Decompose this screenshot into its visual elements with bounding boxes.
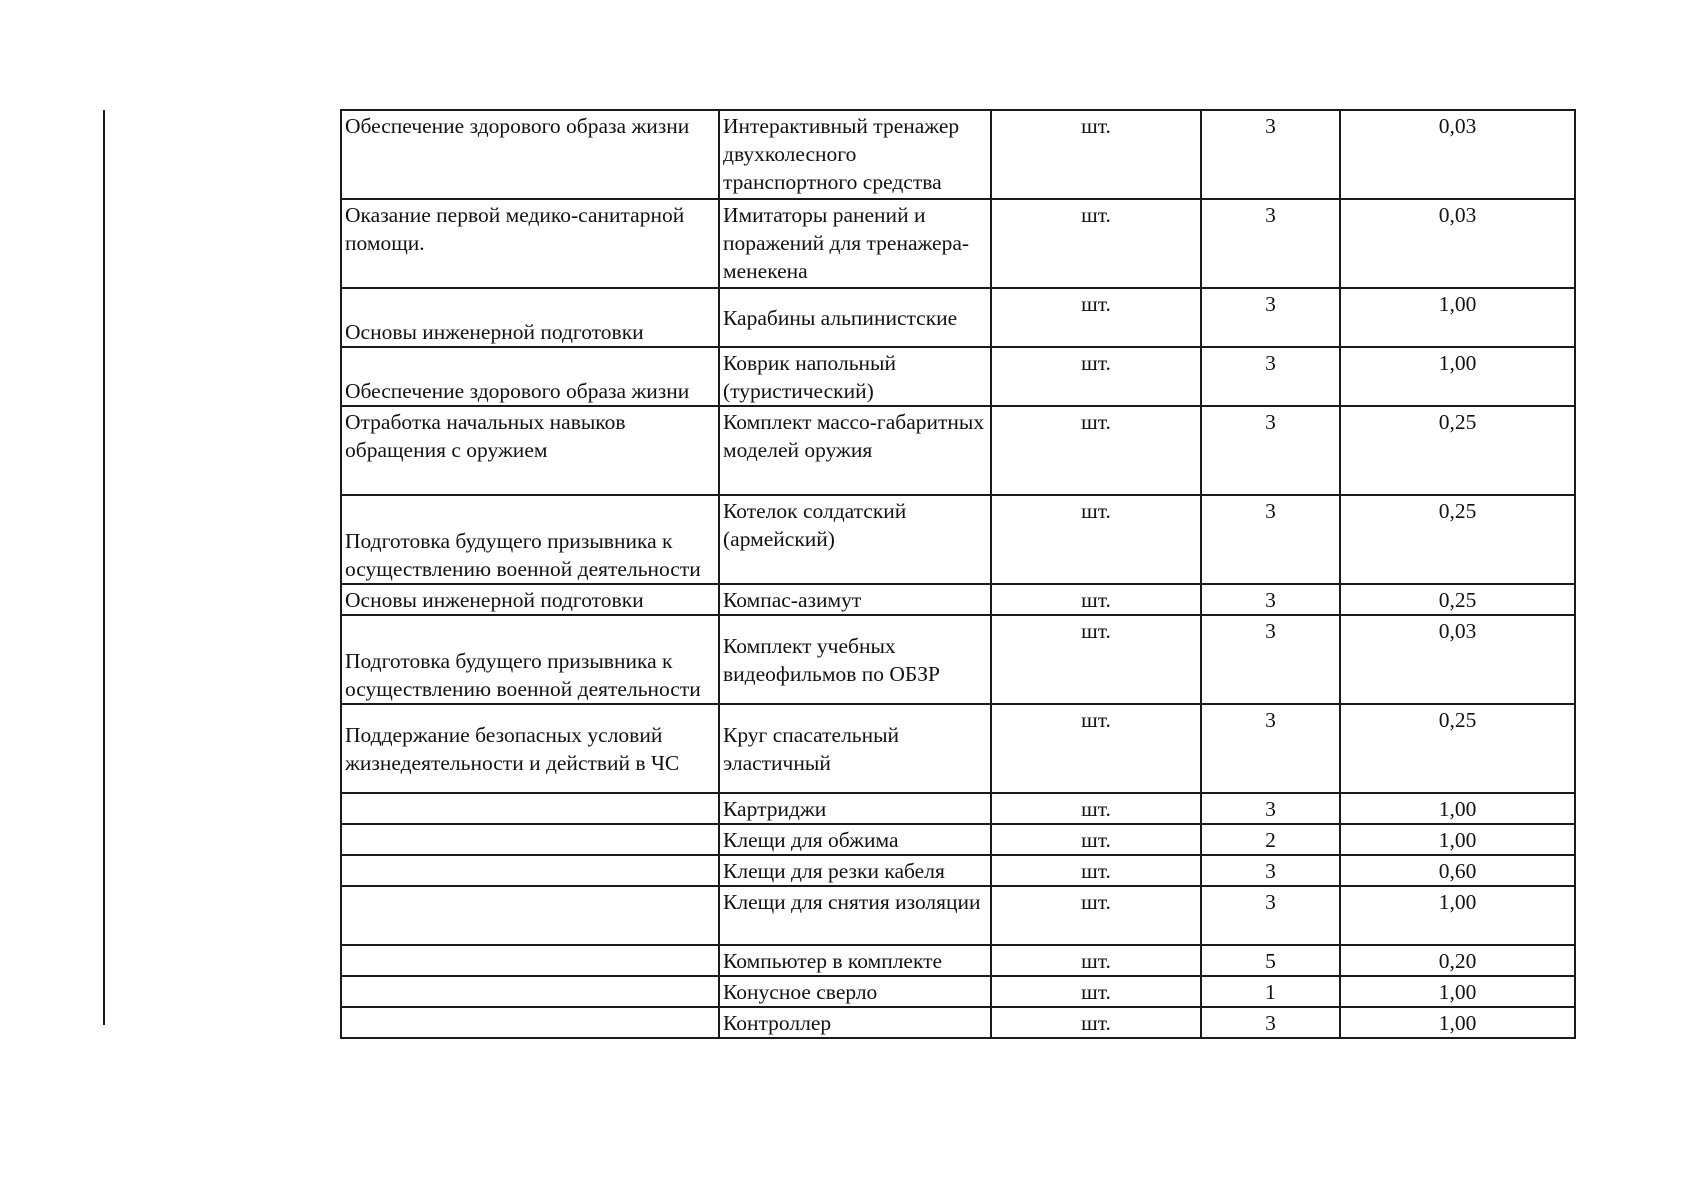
row-quantity-cell: 3 — [1201, 704, 1340, 793]
row-ratio-cell: 0,03 — [1340, 199, 1575, 288]
row-item-name-cell: Комплект учебных видеофильмов по ОБЗР — [719, 615, 991, 704]
table-row — [341, 495, 1575, 584]
row-quantity-cell: 3 — [1201, 110, 1340, 199]
table-row — [341, 584, 1575, 615]
row-area-cell: Поддержание безопасных условий жизнедеятельности и действий в ЧС — [341, 704, 719, 793]
row-unit-cell: шт. — [991, 824, 1201, 855]
row-item-name-cell: Карабины альпинистские — [719, 288, 991, 347]
row-item-name-cell: Конусное сверло — [719, 976, 991, 1007]
row-unit-cell: шт. — [991, 584, 1201, 615]
row-unit-cell: шт. — [991, 793, 1201, 824]
row-ratio-cell: 0,03 — [1340, 110, 1575, 199]
row-unit-cell: шт. — [991, 495, 1201, 584]
row-unit-cell: шт. — [991, 199, 1201, 288]
row-unit-cell: шт. — [991, 406, 1201, 495]
row-area-cell — [341, 855, 719, 886]
row-quantity-cell: 3 — [1201, 199, 1340, 288]
row-ratio-cell: 0,25 — [1340, 495, 1575, 584]
row-ratio-cell: 1,00 — [1340, 824, 1575, 855]
table-row — [341, 704, 1575, 793]
row-ratio-cell: 0,25 — [1340, 704, 1575, 793]
row-quantity-cell: 3 — [1201, 288, 1340, 347]
table-row — [341, 824, 1575, 855]
row-unit-cell: шт. — [991, 347, 1201, 406]
row-quantity-cell: 3 — [1201, 406, 1340, 495]
row-ratio-cell: 0,25 — [1340, 584, 1575, 615]
row-item-name-cell: Круг спасательный эластичный — [719, 704, 991, 793]
row-item-name-cell: Котелок солдатский (армейский) — [719, 495, 991, 584]
row-quantity-cell: 3 — [1201, 584, 1340, 615]
row-item-name-cell: Компас-азимут — [719, 584, 991, 615]
row-item-name-cell: Комплект массо-габаритных моделей оружия — [719, 406, 991, 495]
row-quantity-cell: 3 — [1201, 347, 1340, 406]
row-ratio-cell: 0,60 — [1340, 855, 1575, 886]
table-row — [341, 976, 1575, 1007]
row-item-name-cell: Интерактивный тренажер двухколесного транспортного средства — [719, 110, 991, 199]
row-area-cell: Отработка начальных навыков обращения с оружием — [341, 406, 719, 495]
row-area-cell: Подготовка будущего призывника к осуществлению военной деятельности — [341, 495, 719, 584]
row-item-name-cell: Коврик напольный (туристический) — [719, 347, 991, 406]
row-quantity-cell: 3 — [1201, 793, 1340, 824]
row-unit-cell: шт. — [991, 615, 1201, 704]
row-item-name-cell: Клещи для обжима — [719, 824, 991, 855]
row-area-cell — [341, 945, 719, 976]
row-unit-cell: шт. — [991, 704, 1201, 793]
row-quantity-cell: 5 — [1201, 945, 1340, 976]
row-area-cell — [341, 793, 719, 824]
row-item-name-cell: Контроллер — [719, 1007, 991, 1038]
table-row — [341, 1007, 1575, 1038]
row-quantity-cell: 1 — [1201, 976, 1340, 1007]
table-row — [341, 288, 1575, 347]
row-area-cell — [341, 824, 719, 855]
row-item-name-cell: Компьютер в комплекте — [719, 945, 991, 976]
table-row — [341, 406, 1575, 495]
row-area-cell: Обеспечение здорового образа жизни — [341, 347, 719, 406]
row-area-cell: Основы инженерной подготовки — [341, 584, 719, 615]
row-item-name-cell: Картриджи — [719, 793, 991, 824]
row-quantity-cell: 3 — [1201, 855, 1340, 886]
table-row — [341, 615, 1575, 704]
row-unit-cell: шт. — [991, 288, 1201, 347]
row-area-cell: Оказание первой медико-санитарной помощи. — [341, 199, 719, 288]
row-quantity-cell: 3 — [1201, 886, 1340, 945]
row-unit-cell: шт. — [991, 110, 1201, 199]
row-item-name-cell: Клещи для снятия изоляции — [719, 886, 991, 945]
row-ratio-cell: 1,00 — [1340, 793, 1575, 824]
page-margin-line — [103, 110, 105, 1025]
table-row — [341, 110, 1575, 199]
row-quantity-cell: 2 — [1201, 824, 1340, 855]
row-ratio-cell: 1,00 — [1340, 1007, 1575, 1038]
row-ratio-cell: 1,00 — [1340, 886, 1575, 945]
row-ratio-cell: 0,03 — [1340, 615, 1575, 704]
row-unit-cell: шт. — [991, 976, 1201, 1007]
table-row — [341, 347, 1575, 406]
row-quantity-cell: 3 — [1201, 615, 1340, 704]
row-area-cell: Обеспечение здорового образа жизни — [341, 110, 719, 199]
row-area-cell: Основы инженерной подготовки — [341, 288, 719, 347]
row-area-cell — [341, 1007, 719, 1038]
row-area-cell — [341, 976, 719, 1007]
row-item-name-cell: Имитаторы ранений и поражений для тренажера-менекена — [719, 199, 991, 288]
table-row — [341, 855, 1575, 886]
table-row — [341, 945, 1575, 976]
row-ratio-cell: 1,00 — [1340, 347, 1575, 406]
row-ratio-cell: 1,00 — [1340, 976, 1575, 1007]
row-quantity-cell: 3 — [1201, 1007, 1340, 1038]
row-unit-cell: шт. — [991, 886, 1201, 945]
row-unit-cell: шт. — [991, 1007, 1201, 1038]
row-unit-cell: шт. — [991, 945, 1201, 976]
row-ratio-cell: 1,00 — [1340, 288, 1575, 347]
equipment-table — [340, 109, 1576, 1039]
row-area-cell: Подготовка будущего призывника к осуществлению военной деятельности — [341, 615, 719, 704]
row-ratio-cell: 0,20 — [1340, 945, 1575, 976]
row-area-cell — [341, 886, 719, 945]
row-ratio-cell: 0,25 — [1340, 406, 1575, 495]
row-quantity-cell: 3 — [1201, 495, 1340, 584]
row-item-name-cell: Клещи для резки кабеля — [719, 855, 991, 886]
row-unit-cell: шт. — [991, 855, 1201, 886]
table-row — [341, 199, 1575, 288]
table-row — [341, 886, 1575, 945]
table-row — [341, 793, 1575, 824]
